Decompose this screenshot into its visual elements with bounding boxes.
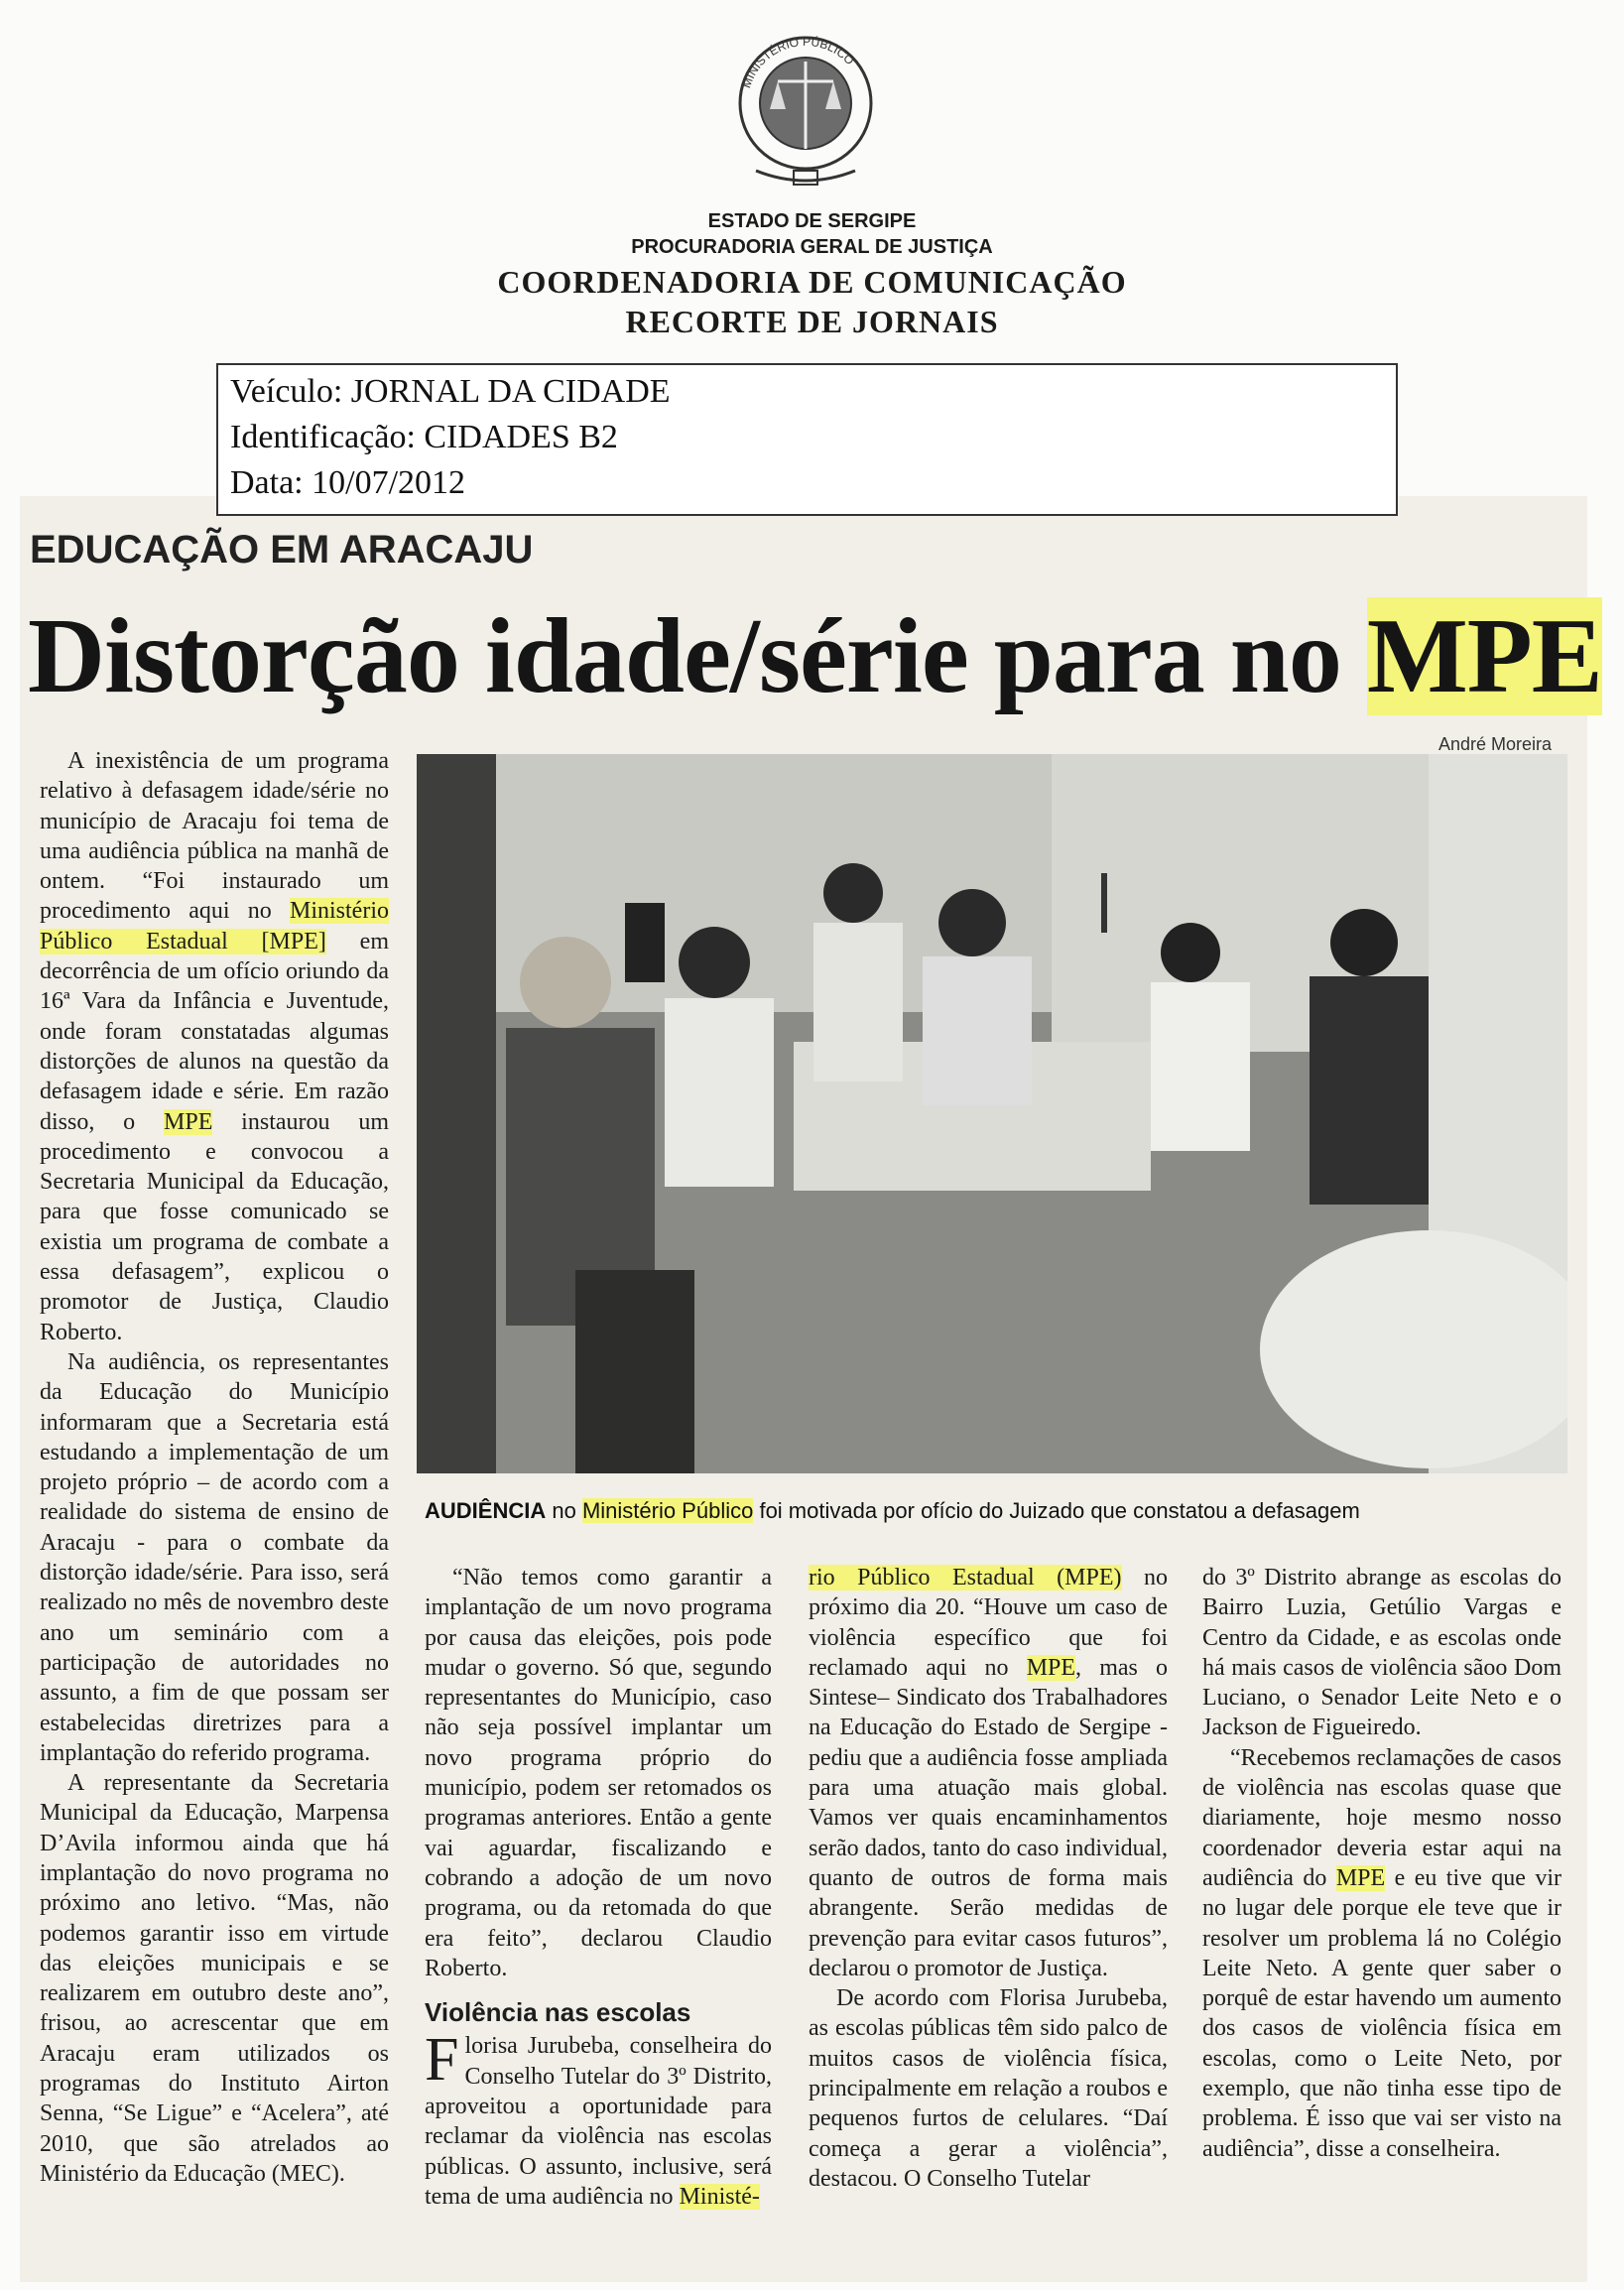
text-run: em decorrência de um ofício oriundo da 16ª Vara da Infância e Juventude, onde foram constatadas algumas distorções de alunos na questão da defasagem idade e série. Em razão disso, o (40, 928, 389, 1135)
highlight-mpe: MPE (1026, 1654, 1076, 1681)
photo-caption (425, 1498, 1565, 1524)
paragraph: do 3º Distrito abrange as escolas do Bairro Luzia, Getúlio Vargas e Centro da Cidade, e as escolas onde há mais casos de violência sãoo Dom Luciano, o Senador Leite Neto e o Jackson de Figueiredo. (1202, 1565, 1562, 1741)
text-run: e eu tive que vir no lugar dele porque ele teve que ir resolver um problema lá no Colégio Leite Neto. A gente quer saber o porquê de estar havendo um aumento dos casos de violência física em escolas, como o Leite Neto, por exemplo, que não tinha esse tipo de problema. É isso que vai ser visto na audiência”, disse a conselheira. (1202, 1864, 1562, 2162)
article-kicker: EDUCAÇÃO EM ARACAJU (30, 528, 534, 572)
section-subhead: Violência nas escolas (425, 1997, 691, 2028)
paragraph: “Não temos como garantir a implantação de um novo programa por causa das eleições, pois pode mudar o governo. Só que, segundo representantes do Município, caso não seja possível implantar um novo programa próprio do município, podem ser retomados os programas anteriores. Então a gente vai aguardar, fiscalizando e cobrando a adoção de um novo programa, ou da retomada do que era feito”, declarou Claudio Roberto. (425, 1565, 772, 1981)
article-column-4 (1202, 1563, 1562, 2164)
paragraph: A representante da Secretaria Municipal da Educação, Marpensa D’Avila informou ainda que há implantação do novo programa no próximo ano letivo. “Mas, não podemos garantir isso em virtude das eleições municipais e se realizarem em outubro deste ano”, frisou, ao acrescentar que em Aracaju eram utilizados os programas do Instituto Airton Senna, “Se Ligue” e “Acelera”, até 2010, que são atrelados ao Ministério da Educação (MEC). (40, 1770, 389, 2187)
caption-lead: AUDIÊNCIA (425, 1498, 547, 1523)
text-run: no próximo dia 20. “Houve um caso de violência específico que foi reclamado aqui no (809, 1565, 1169, 1681)
highlight-mpe: MPE (164, 1108, 213, 1135)
ministerio-publico-seal (726, 22, 885, 195)
article-column-3 (809, 1563, 1168, 2194)
paragraph (1202, 1743, 1562, 2164)
caption-part2: foi motivada por ofício do Juizado que constatou a defasagem (753, 1498, 1360, 1523)
headline-text: Distorção idade/série para no (28, 597, 1367, 715)
paragraph: Na audiência, os representantes da Educação do Município informaram que a Secretaria está estudando a implementação de um projeto próprio – de acordo com a realidade do sistema de ensino de Aracaju - para o combate da distorção idade/série. Para isso, será realizado no mês de novembro deste ano um seminário com a participação de autoridades no assunto, a fim de que possam ser estabelecidas diretrizes para a implantação do referido programa. (40, 1348, 389, 1766)
photo-credit: André Moreira (1438, 734, 1553, 754)
highlight-mpe: rio Público Estadual (MPE) (809, 1565, 1122, 1590)
headline-highlight: MPE (1366, 597, 1602, 715)
vehicle-line: Veículo: JORNAL DA CIDADE (230, 373, 671, 410)
source-info-box (216, 363, 1398, 516)
paragraph (40, 746, 389, 1347)
department-name: COORDENADORIA DE COMUNICAÇÃO (497, 264, 1127, 300)
highlight-mpe: MPE (1335, 1864, 1386, 1891)
article-headline (28, 595, 1602, 718)
text-run: , mas o Sintese– Sindicato dos Trabalhadores na Educação do Estado de Sergipe - pediu que a audiência fosse ampliada para uma atuação mais global. Vamos ver quais encaminhamentos serão dados, tanto do caso individual, quanto de outros de forma mais abrangente. Serão medidas de prevenção para evitar casos futuros”, declarou o promotor de Justiça. (809, 1654, 1168, 1981)
caption-part1: no (546, 1498, 582, 1523)
article-column-1 (40, 746, 389, 2189)
identification-line: Identificação: CIDADES B2 (230, 419, 618, 455)
caption-highlight: Ministério Público (581, 1498, 754, 1523)
text-run: lorisa Jurubeba, conselheira do Conselho Tutelar do 3º Distrito, aproveitou a oportunidade para reclamar da violência nas escolas públicas. O assunto, inclusive, será tema de uma audiência no (425, 2033, 772, 2210)
section-title: RECORTE DE JORNAIS (625, 304, 999, 339)
state-name: ESTADO DE SERGIPE (707, 210, 917, 232)
hearing-photo (417, 754, 1567, 1473)
paragraph (809, 1563, 1168, 1983)
highlight-mpe: Ministério Público Estadual [MPE] (40, 898, 389, 954)
office-name: PROCURADORIA GERAL DE JUSTIÇA (631, 236, 993, 258)
date-line: Data: 10/07/2012 (230, 464, 466, 501)
paragraph (425, 2026, 772, 2212)
highlight-mpe: Ministé- (679, 2183, 760, 2210)
drop-cap: F (425, 2026, 459, 2095)
text-run: “Recebemos reclamações de casos de violência nas escolas quase que diariamente, hoje mesmo nosso coordenador deveria estar aqui na audiência do (1202, 1744, 1562, 1891)
paragraph: De acordo com Florisa Jurubeba, as escolas públicas têm sido palco de muitos casos de violência física, principalmente em relação a roubos e pequenos furtos de celulares. “Daí começa a gerar a violência”, destacou. O Conselho Tutelar (809, 1985, 1168, 2192)
article-column-2 (425, 1563, 772, 2212)
text-run: instaurou um procedimento e convocou a Secretaria Municipal da Educação, para que fosse comunicado se existia um programa de combate a essa defasagem”, explicou o promotor de Justiça, Claudio Roberto. (40, 1108, 389, 1345)
text-run: A inexistência de um programa relativo à defasagem idade/série no município de Aracaju foi tema de uma audiência pública na manhã de ontem. “Foi instaurado um procedimento aqui no (40, 748, 389, 925)
svg-text:MINISTÉRIO PÚBLICO: MINISTÉRIO PÚBLICO (739, 34, 857, 90)
